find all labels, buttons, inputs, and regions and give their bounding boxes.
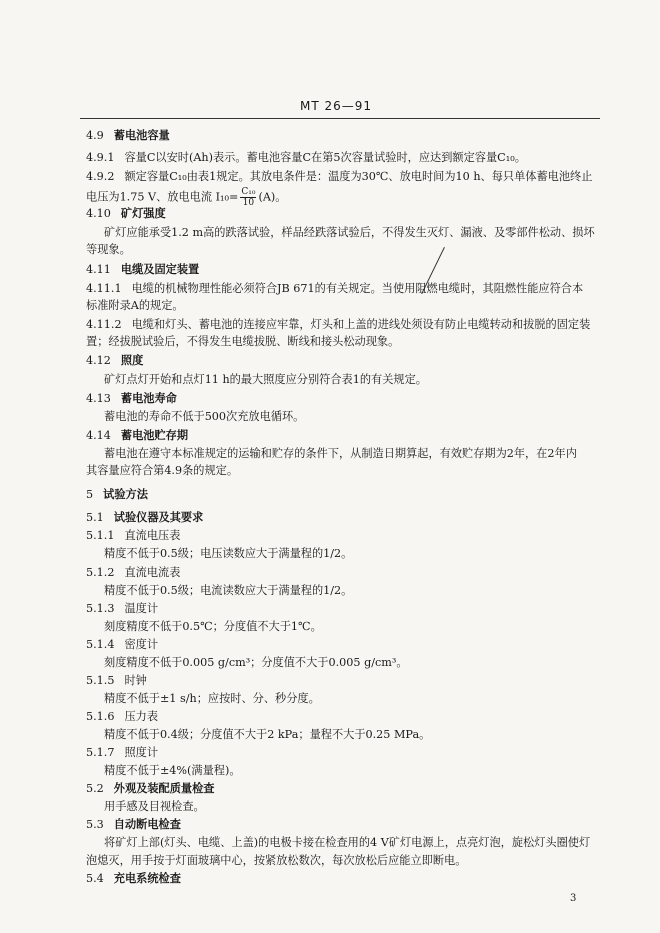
heading-4-14: 4.14 蓄电池贮存期 — [86, 429, 189, 442]
para-4-9-2-cont: 电压为1.75 V、放电电流 I₁₀= $\frac{\text{C₁₀}}{10}$ (A)。 — [86, 187, 287, 208]
para-4-14-cont: 其容量应符合第4.9条的规定。 — [86, 464, 239, 477]
fraction: $\frac{\text{C₁₀}}{10}$ — [241, 187, 256, 208]
item-5-1-2-title: 5.1.2 直流电流表 — [86, 566, 181, 579]
para-5-3-cont: 泡熄灭，用手按于灯面玻璃中心，按紧放松数次，每次放松后应能立即断电。 — [86, 854, 467, 867]
item-5-1-1-desc: 精度不低于0.5级；电压读数应大于满量程的1/2。 — [104, 547, 353, 560]
para-4-11-1-cont: 标准附录A的规定。 — [86, 299, 184, 312]
para-4-10-cont: 等现象。 — [86, 243, 131, 256]
header-rule — [80, 118, 600, 119]
item-5-1-5-title: 5.1.5 时钟 — [86, 674, 147, 687]
heading-5-1: 5.1 试验仪器及其要求 — [86, 511, 204, 524]
heading-4-9: 4.9 蓄电池容量 — [86, 129, 170, 142]
para-4-14: 蓄电池在遵守本标准规定的运输和贮存的条件下，从制造日期算起，有效贮存期为2年，在2年内 — [104, 447, 577, 460]
para-4-11-2-cont: 置；经拔脱试验后，不得发生电缆拔脱、断线和接头松动现象。 — [86, 335, 400, 348]
para-5-2: 用手感及目视检查。 — [104, 800, 205, 813]
heading-4-11: 4.11 电缆及固定装置 — [86, 263, 200, 276]
heading-5: 5 试验方法 — [86, 488, 148, 501]
item-5-1-3-desc: 刻度精度不低于0.5℃；分度值不大于1℃。 — [104, 620, 322, 633]
heading-5-2: 5.2 外观及装配质量检查 — [86, 782, 215, 795]
heading-5-4: 5.4 充电系统检查 — [86, 872, 181, 885]
heading-4-13: 4.13 蓄电池寿命 — [86, 392, 177, 405]
para-4-12: 矿灯点灯开始和点灯11 h的最大照度应分别符合表1的有关规定。 — [104, 373, 427, 386]
item-5-1-5-desc: 精度不低于±1 s/h；应按时、分、秒分度。 — [104, 692, 320, 705]
item-5-1-7-title: 5.1.7 照度计 — [86, 746, 159, 759]
heading-4-12: 4.12 照度 — [86, 354, 144, 367]
heading-5-3: 5.3 自动断电检查 — [86, 818, 181, 831]
item-5-1-1-title: 5.1.1 直流电压表 — [86, 529, 181, 542]
heading-4-10: 4.10 矿灯强度 — [86, 207, 166, 220]
para-5-3: 将矿灯上部(灯头、电缆、上盖)的电极卡接在检查用的4 V矿灯电源上，点亮灯泡，旋松灯头圈使灯 — [104, 836, 591, 849]
item-5-1-3-title: 5.1.3 温度计 — [86, 602, 159, 615]
item-5-1-6-desc: 精度不低于0.4级；分度值不大于2 kPa；量程不大于0.25 MPa。 — [104, 728, 431, 741]
item-5-1-2-desc: 精度不低于0.5级；电流读数应大于满量程的1/2。 — [104, 584, 353, 597]
item-5-1-4-desc: 刻度精度不低于0.005 g/cm³；分度值不大于0.005 g/cm³。 — [104, 656, 408, 669]
para-4-11-1: 4.11.1 电缆的机械物理性能必须符合JB 671的有关规定。当使用阻燃电缆时，其阻燃性能应符合本 — [86, 282, 584, 295]
item-5-1-7-desc: 精度不低于±4%(满量程)。 — [104, 764, 241, 777]
item-5-1-4-title: 5.1.4 密度计 — [86, 638, 159, 651]
page-number: 3 — [570, 893, 577, 904]
para-4-11-2: 4.11.2 电缆和灯头、蓄电池的连接应牢靠，灯头和上盖的进线处须设有防止电缆转动和拔脱的固定装 — [86, 318, 591, 331]
para-4-9-1: 4.9.1 容量C以安时(Ah)表示。蓄电池容量C在第5次容量试验时，应达到额定容量C₁₀。 — [86, 151, 526, 164]
para-4-9-2: 4.9.2 额定容量C₁₀由表1规定。其放电条件是：温度为30℃、放电时间为10 h、每只单体蓄电池终止 — [86, 170, 593, 183]
para-4-13: 蓄电池的寿命不低于500次充放电循环。 — [104, 410, 305, 423]
item-5-1-6-title: 5.1.6 压力表 — [86, 710, 159, 723]
page-header: MT 26—91 — [300, 99, 373, 113]
para-4-10: 矿灯应能承受1.2 m高的跌落试验，样品经跌落试验后，不得发生灭灯、漏液、及零部件松动、损坏 — [104, 226, 595, 239]
